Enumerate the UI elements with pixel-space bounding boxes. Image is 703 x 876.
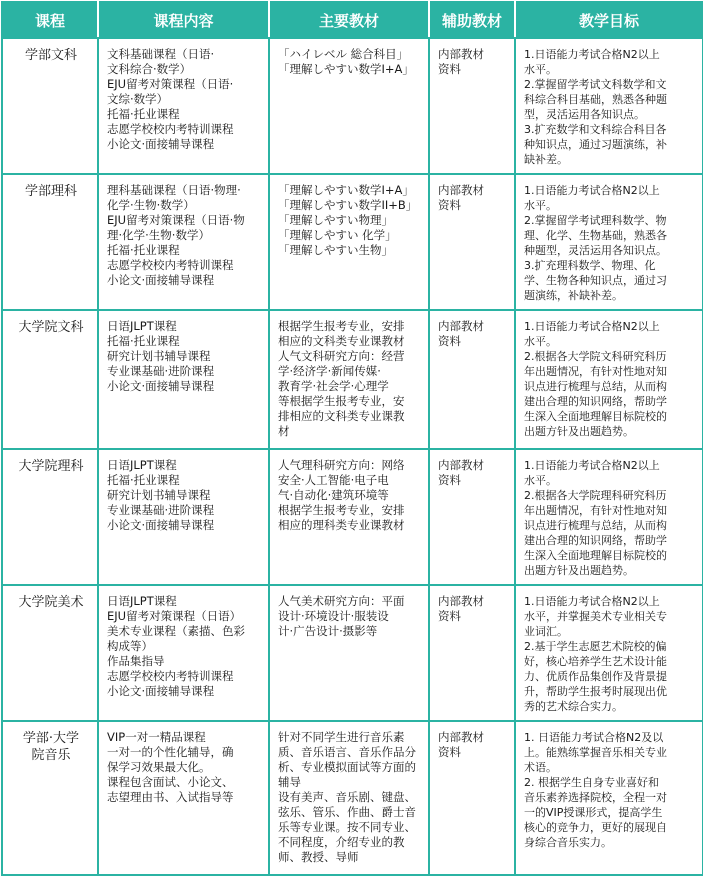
table-row	[2, 38, 703, 174]
main-materials: 人气美术研究方向：平面 设计·环境设计·服装设 计·广告设计·摄影等	[269, 585, 429, 721]
course-name: 大学院美术	[2, 585, 98, 721]
teaching-goal: 1.日语能力考试合格N2以上 水平。 2.掌握留学考试理科数学、物 理、化学、生物基础，熟悉各 种题型，灵活运用各知识点。 3.扩充理科数学、物理、化 学、生物各种知识点，通过习 题演练，补缺补差。	[515, 174, 703, 310]
table-row	[2, 310, 703, 449]
course-name: 学部文科	[2, 38, 98, 174]
teaching-goal: 1.日语能力考试合格N2以上 水平。 2.根据各大学院理科研究科历 年出题情况，有针对性地对知 识点进行梳理与总结，从而构 建出合理的知识网络，帮助学 生深入全面地理解目标院校的 出题方针及出题趋势。	[515, 449, 703, 585]
main-materials: 根据学生报考专业，安排 相应的文科类专业课教材 人气文科研究方向：经营 学·经济学·新闻传媒· 教育学·社会学·心理学 等根据学生报考专业，安 排相应的文科类专业课教 材	[269, 310, 429, 449]
course-content: 理科基础课程（日语·物理· 化学·生物·数学） EJU留考对策课程（日语·物 理·化学·生物·数学） 托福·托业课程 志愿学校校内考特训课程 小论文·面接辅导课程	[98, 174, 269, 310]
table-row	[2, 585, 703, 721]
course-name: 学部·大学 院音乐	[2, 721, 98, 875]
header-materials: 主要教材	[269, 2, 429, 38]
main-materials: 「理解しやすい数学I+A」 「理解しやすい数学II+B」 「理解しやすい物理」 「理解しやすい 化学」 「理解しやすい生物」	[269, 174, 429, 310]
aux-materials: 内部教材 资料	[429, 38, 515, 174]
course-name: 大学院理科	[2, 449, 98, 585]
header-course: 课程	[2, 2, 98, 38]
table-row	[2, 174, 703, 310]
aux-materials: 内部教材 资料	[429, 585, 515, 721]
table-row	[2, 449, 703, 585]
course-content: 文科基础课程（日语· 文科综合·数学） EJU留考对策课程（日语· 文综·数学） 托福·托业课程 志愿学校校内考特训课程 小论文·面接辅导课程	[98, 38, 269, 174]
table-row	[2, 721, 703, 875]
aux-materials: 内部教材 资料	[429, 174, 515, 310]
aux-materials: 内部教材 资料	[429, 310, 515, 449]
teaching-goal: 1.日语能力考试合格N2以上 水平。 2.根据各大学院文科研究科历 年出题情况，有针对性地对知 识点进行梳理与总结，从而构 建出合理的知识网络，帮助学 生深入全面地理解目标院校的 出题方针及出题趋势。	[515, 310, 703, 449]
main-materials: 人气理科研究方向：网络 安全·人工智能·电子电 气·自动化·建筑环境等 根据学生报考专业，安排 相应的理科类专业课教材	[269, 449, 429, 585]
teaching-goal: 1.日语能力考试合格N2以上 水平。 2.掌握留学考试文科数学和文 科综合科目基础，熟悉各种题 型，灵活运用各知识点。 3.扩充数学和文科综合科目各 种知识点，通过习题演练，补 缺补差。	[515, 38, 703, 174]
header-row	[2, 2, 703, 38]
course-name: 学部理科	[2, 174, 98, 310]
course-table	[1, 1, 703, 876]
course-content: 日语JLPT课程 托福·托业课程 研究计划书辅导课程 专业课基础·进阶课程 小论文·面接辅导课程	[98, 310, 269, 449]
header-aux-materials: 辅助教材	[429, 2, 515, 38]
header-goals: 教学目标	[515, 2, 703, 38]
header-content: 课程内容	[98, 2, 269, 38]
course-name: 大学院文科	[2, 310, 98, 449]
aux-materials: 内部教材 资料	[429, 449, 515, 585]
aux-materials: 内部教材 资料	[429, 721, 515, 875]
main-materials: 针对不同学生进行音乐素 质、音乐语言、音乐作品分 析、专业模拟面试等方面的 辅导 设有美声、音乐剧、键盘、 弦乐、管乐、作曲、爵士音 乐等专业课。按不同专业、 不同程度，介绍专业的教 师、教授、导师	[269, 721, 429, 875]
main-materials: 「ハイレベル 総合科目」 「理解しやすい数学I+A」	[269, 38, 429, 174]
course-content: 日语JLPT课程 EJU留考对策课程（日语） 美术专业课程（素描、色彩 构成等） 作品集指导 志愿学校校内考特训课程 小论文·面接辅导课程	[98, 585, 269, 721]
course-content: 日语JLPT课程 托福·托业课程 研究计划书辅导课程 专业课基础·进阶课程 小论文·面接辅导课程	[98, 449, 269, 585]
teaching-goal: 1.日语能力考试合格N2以上 水平，并掌握美术专业相关专 业词汇。 2.基于学生志愿艺术院校的偏 好，核心培养学生艺术设计能 力、优质作品集创作及背景提 升，帮助学生报考时展现出优 秀的艺术综合实力。	[515, 585, 703, 721]
course-content: VIP一对一精品课程 一对一的个性化辅导，确 保学习效果最大化。 课程包含面试、小论文、 志望理由书、入试指导等	[98, 721, 269, 875]
teaching-goal: 1. 日语能力考试合格N2及以 上。能熟练掌握音乐相关专业 术语。 2. 根据学生自身专业喜好和 音乐素养选择院校，全程一对 一的VIP授课形式，提高学生 核心的竞争力，更好的展现自 身综合音乐实力。	[515, 721, 703, 875]
